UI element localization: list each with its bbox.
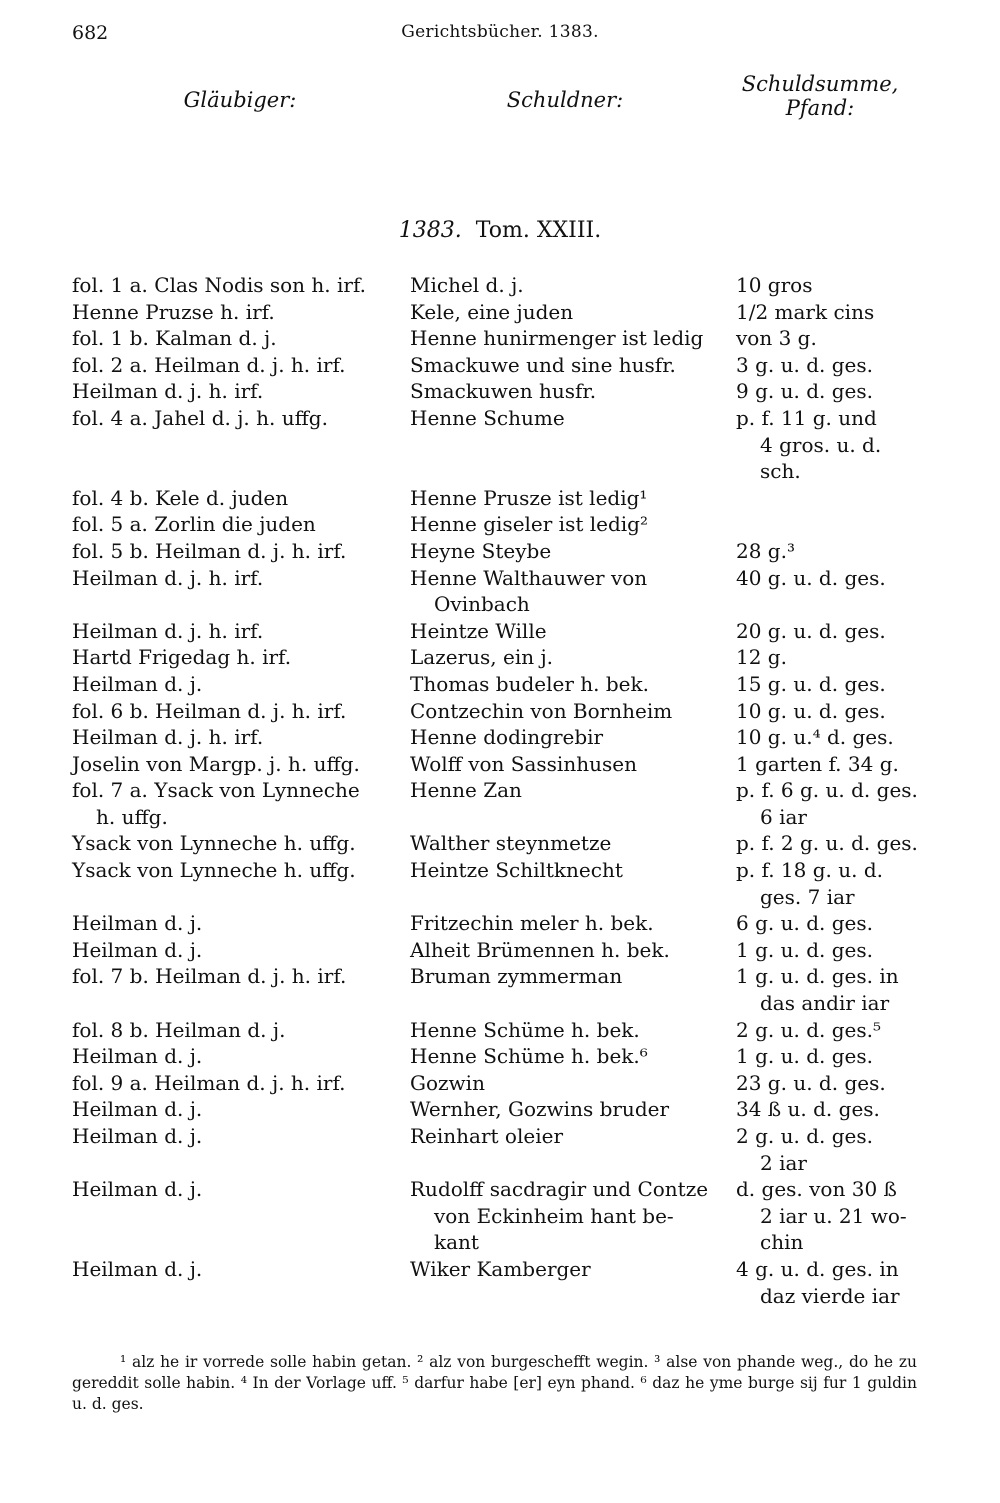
amount-cell: d. ges. von 30 ß 2 iar u. 21 wo- chin [736, 1177, 907, 1255]
creditor-cell: fol. 5 b. Heilman d. j. h. irf. [72, 538, 347, 563]
amount-cell: 23 g. u. d. ges. [736, 1070, 886, 1095]
table-row [72, 299, 932, 326]
table-row [72, 1123, 932, 1176]
creditor-cell: fol. 7 b. Heilman d. j. h. irf. [72, 964, 347, 989]
amount-cell: 10 gros [736, 273, 813, 297]
debtor-cell: Smackuwen husfr. [410, 379, 597, 404]
table-row [72, 777, 932, 830]
creditor-cell: Heilman d. j. h. irf. [72, 725, 264, 750]
column-header-creditor: Gläubiger: [183, 88, 297, 112]
table-row [72, 671, 932, 698]
debtor-cell: Henne Prusze ist ledig¹ [410, 485, 648, 510]
debtor-cell: Heintze Wille [410, 618, 547, 643]
debtor-cell: Lazerus, ein j. [410, 645, 554, 670]
table-row [72, 272, 932, 299]
amount-cell: 1 g. u. d. ges. [736, 1044, 873, 1069]
table-row [72, 1070, 932, 1097]
debtor-cell: Heintze Schiltknecht [410, 858, 623, 883]
creditor-cell: Ysack von Lynneche h. uffg. [72, 831, 356, 856]
footnote-text: ¹ alz he ir vorrede solle habin getan. ² alz von burgeschefft wegin. ³ alse von phande weg., do he zu gereddit solle habin. ⁴ In der Vorlage uff. ⁵ darfur habe [er] eyn phand. ⁶ daz he yme burge sij fur 1 guldin u. d. ges. [72, 1353, 917, 1413]
section-year: 1383. [398, 218, 462, 243]
amount-cell: 34 ß u. d. ges. [736, 1097, 880, 1122]
creditor-cell: fol. 4 b. Kele d. juden [72, 485, 289, 510]
debtor-cell: Reinhart oleier [410, 1124, 563, 1148]
creditor-cell: fol. 1 a. Clas Nodis son h. irf. [72, 273, 367, 297]
table-row [72, 857, 932, 910]
creditor-cell: Heilman d. j. [72, 671, 203, 696]
footnotes [72, 1352, 917, 1415]
amount-cell: 2 g. u. d. ges.⁵ [736, 1017, 881, 1042]
debtor-cell: Bruman zymmerman [410, 964, 623, 989]
debtor-cell: Henne Schume [410, 405, 565, 430]
column-header-debtor: Schuldner: [506, 88, 624, 112]
debtor-cell: Henne dodingrebir [410, 725, 604, 750]
table-row [72, 751, 932, 778]
table-row [72, 538, 932, 565]
debtor-cell: Contzechin von Bornheim [410, 698, 673, 723]
creditor-cell: Joselin von Margp. j. h. uffg. [72, 751, 360, 776]
table-row [72, 937, 932, 964]
creditor-cell: Heilman d. j. h. irf. [72, 618, 264, 643]
amount-cell: 1 garten f. 34 g. [736, 751, 899, 776]
creditor-cell: fol. 5 a. Zorlin die juden [72, 512, 316, 537]
amount-cell: 1 g. u. d. ges. [736, 937, 873, 962]
debtor-cell: Kele, eine juden [410, 299, 574, 324]
debtor-cell: Henne Walthauwer von Ovinbach [410, 565, 648, 617]
section-tome: Tom. XXIII. [475, 218, 602, 243]
creditor-cell: Heilman d. j. [72, 1256, 203, 1281]
amount-cell: 40 g. u. d. ges. [736, 565, 886, 590]
debtor-cell: Henne hunirmenger ist ledig [410, 326, 704, 351]
debtor-cell: Michel d. j. [410, 273, 524, 297]
table-row [72, 644, 932, 671]
creditor-cell: fol. 9 a. Heilman d. j. h. irf. [72, 1070, 346, 1095]
creditor-cell: Heilman d. j. h. irf. [72, 565, 264, 590]
table-row [72, 963, 932, 1016]
amount-cell: p. f. 18 g. u. d. ges. 7 iar [736, 858, 884, 909]
creditor-cell: Heilman d. j. h. irf. [72, 379, 264, 404]
creditor-cell: fol. 4 a. Jahel d. j. h. uffg. [72, 405, 328, 430]
amount-cell: 3 g. u. d. ges. [736, 352, 873, 377]
debtor-cell: Thomas budeler h. bek. [410, 671, 649, 696]
entries-table [72, 272, 932, 1309]
table-row [72, 378, 932, 405]
table-row [72, 485, 932, 512]
creditor-cell: fol. 8 b. Heilman d. j. [72, 1017, 286, 1042]
table-row [72, 1256, 932, 1309]
amount-cell: 28 g.³ [736, 538, 795, 563]
creditor-cell: fol. 6 b. Heilman d. j. h. irf. [72, 698, 347, 723]
debtor-cell: Fritzechin meler h. bek. [410, 911, 654, 936]
section-heading [0, 218, 1000, 243]
table-row [72, 724, 932, 751]
debtor-cell: Wolff von Sassinhusen [410, 751, 637, 776]
creditor-cell: Hartd Frigedag h. irf. [72, 645, 292, 670]
debtor-cell: Heyne Steybe [410, 538, 552, 563]
table-row [72, 405, 932, 485]
amount-cell: 20 g. u. d. ges. [736, 618, 886, 643]
table-row [72, 1176, 932, 1256]
amount-cell: 12 g. [736, 645, 787, 670]
amount-cell: 10 g. u. d. ges. [736, 698, 886, 723]
amount-cell: 4 g. u. d. ges. in daz vierde iar [736, 1256, 900, 1308]
table-row [72, 830, 932, 857]
table-row [72, 565, 932, 618]
debtor-cell: Henne giseler ist ledig² [410, 512, 648, 537]
page-number: 682 [72, 22, 109, 44]
table-row [72, 325, 932, 352]
amount-cell: 6 g. u. d. ges. [736, 911, 873, 936]
debtor-cell: Henne Schüme h. bek.⁶ [410, 1044, 648, 1069]
table-row [72, 618, 932, 645]
amount-cell: p. f. 2 g. u. d. ges. [736, 831, 918, 856]
creditor-cell: Henne Pruzse h. irf. [72, 299, 275, 324]
table-row [72, 511, 932, 538]
creditor-cell: Heilman d. j. [72, 1097, 203, 1122]
running-title: Gerichtsbücher. 1383. [401, 22, 599, 42]
debtor-cell: Wiker Kamberger [410, 1256, 591, 1281]
creditor-cell: Heilman d. j. [72, 1124, 203, 1148]
debtor-cell: Wernher, Gozwins bruder [410, 1097, 670, 1122]
table-row [72, 1096, 932, 1123]
amount-cell: p. f. 11 g. und 4 gros. u. d. sch. [736, 405, 882, 484]
amount-cell: 9 g. u. d. ges. [736, 379, 873, 404]
debtor-cell: Henne Schüme h. bek. [410, 1017, 640, 1042]
debtor-cell: Rudolff sacdragir und Contze von Eckinheim hant be- kant [410, 1177, 709, 1255]
table-row [72, 698, 932, 725]
creditor-cell: Heilman d. j. [72, 937, 203, 962]
table-row [72, 352, 932, 379]
amount-cell: 2 g. u. d. ges. 2 iar [736, 1124, 873, 1175]
creditor-cell: fol. 2 a. Heilman d. j. h. irf. [72, 352, 346, 377]
debtor-cell: Gozwin [410, 1070, 485, 1095]
amount-cell: 1 g. u. d. ges. in das andir iar [736, 964, 899, 1016]
debtor-cell: Smackuwe und sine husfr. [410, 352, 676, 377]
creditor-cell: Heilman d. j. [72, 911, 203, 936]
amount-cell: p. f. 6 g. u. d. ges. 6 iar [736, 778, 918, 829]
table-row [72, 910, 932, 937]
amount-cell: 1/2 mark cins [736, 299, 875, 324]
debtor-cell: Walther steynmetze [410, 831, 612, 856]
creditor-cell: Heilman d. j. [72, 1177, 203, 1202]
table-row [72, 1017, 932, 1044]
creditor-cell: Ysack von Lynneche h. uffg. [72, 858, 356, 883]
creditor-cell: fol. 7 a. Ysack von Lynneche h. uffg. [72, 778, 360, 829]
creditor-cell: fol. 1 b. Kalman d. j. [72, 326, 277, 351]
amount-cell: von 3 g. [736, 326, 817, 351]
amount-cell: 10 g. u.⁴ d. ges. [736, 725, 894, 750]
amount-cell: 15 g. u. d. ges. [736, 671, 886, 696]
column-header-amount: Schuldsumme, Pfand: [741, 72, 899, 120]
creditor-cell: Heilman d. j. [72, 1044, 203, 1069]
debtor-cell: Alheit Brümennen h. bek. [410, 937, 670, 962]
debtor-cell: Henne Zan [410, 778, 522, 803]
table-row [72, 1043, 932, 1070]
